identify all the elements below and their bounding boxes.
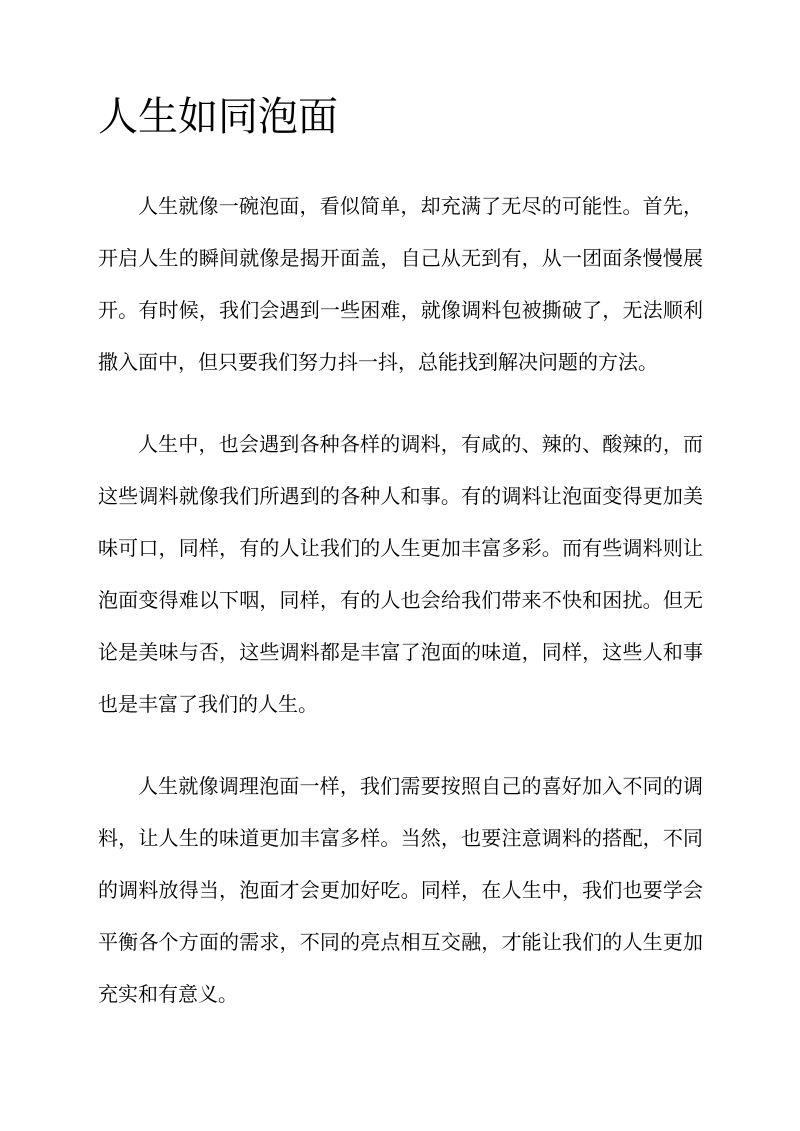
paragraph-2: 人生中，也会遇到各种各样的调料，有咸的、辣的、酸辣的，而这些调料就像我们所遇到的各种人和事。有的调料让泡面变得更加美味可口，同样，有的人让我们的人生更加丰富多彩。而有些调料则让泡面变得难以下咽，同样，有的人也会给我们带来不快和困扰。但无论是美味与否，这些调料都是丰富了泡面的味道，同样，这些人和事也是丰富了我们的人生。 xyxy=(98,432,703,716)
page-title: 人生如同泡面 xyxy=(98,94,338,140)
paragraph-1: 人生就像一碗泡面，看似简单，却充满了无尽的可能性。首先，开启人生的瞬间就像是揭开面盖，自己从无到有，从一团面条慢慢展开。有时候，我们会遇到一些困难，就像调料包被撕破了，无法顺利撒入面中，但只要我们努力抖一抖，总能找到解决问题的方法。 xyxy=(98,194,703,374)
paragraph-3: 人生就像调理泡面一样，我们需要按照自己的喜好加入不同的调料，让人生的味道更加丰富多样。当然，也要注意调料的搭配，不同的调料放得当，泡面才会更加好吃。同样，在人生中，我们也要学会平衡各个方面的需求，不同的亮点相互交融，才能让我们的人生更加充实和有意义。 xyxy=(98,774,703,1006)
document-body xyxy=(98,180,703,1050)
